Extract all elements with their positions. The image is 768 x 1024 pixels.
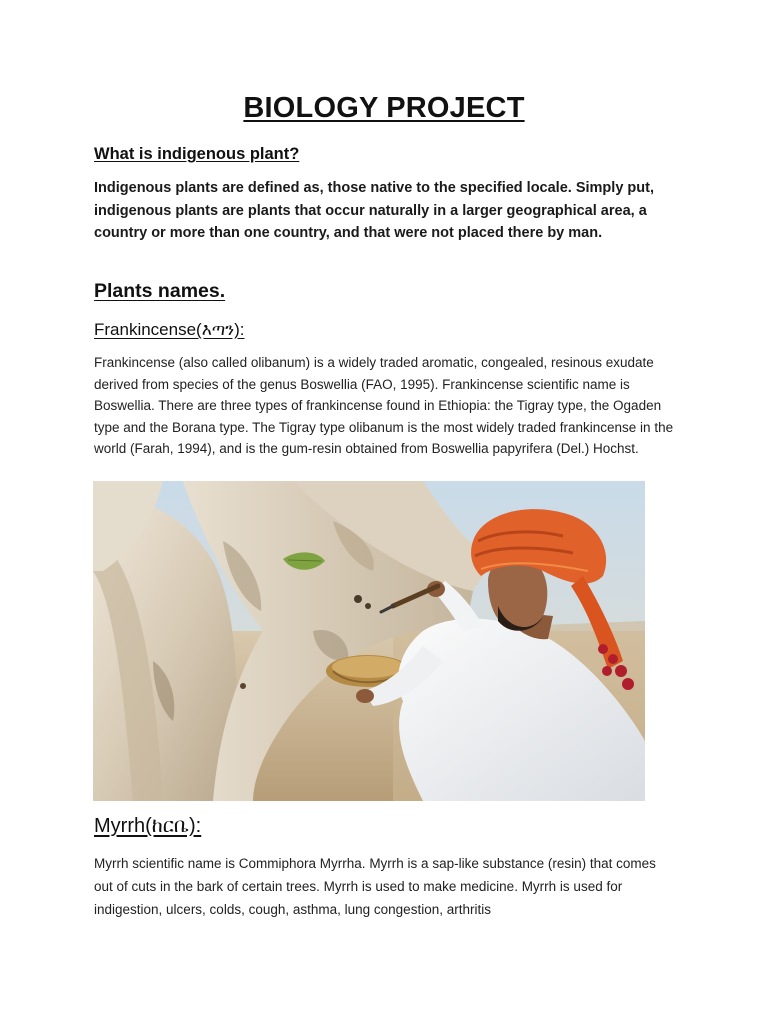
myrrh-paragraph: Myrrh scientific name is Commiphora Myrrha. Myrrh is a sap-like substance (resin) that comes out of cuts in the bark of certain trees. Myrrh is used to make medicine. Myrrh is used for indigestion, ulcers, colds, cough, asthma, lung congestion, arthritis (94, 856, 656, 917)
intro-paragraph: Indigenous plants are defined as, those native to the specified locale. Simply put, indigenous plants are plants that occur naturally in a larger geographical area, a country or more than one country, and that were not placed there by man. (94, 180, 654, 241)
frankincense-heading: Frankincense(እጣን): (94, 320, 245, 339)
plants-names-heading: Plants names. (94, 280, 226, 302)
frankincense-paragraph: Frankincense (also called olibanum) is a widely traded aromatic, congealed, resinous exudate derived from species of the genus Boswellia (FAO, 1995). Frankincense scientific name is Boswellia. There are three types of frankincense found in Ethiopia: the Tigray type, the Ogaden type and the Borana type. The Tigray type olibanum is the most widely traded frankincense in the world (Farah, 1994), and is the gum-resin obtained from Boswellia papyrifera (Del.) Hochst. (94, 355, 674, 456)
myrrh-heading: Myrrh(ከርቤ): (94, 815, 202, 837)
page-title: BIOLOGY PROJECT (243, 92, 525, 124)
frankincense-harvest-photo (93, 481, 645, 801)
question-heading: What is indigenous plant? (94, 145, 300, 163)
